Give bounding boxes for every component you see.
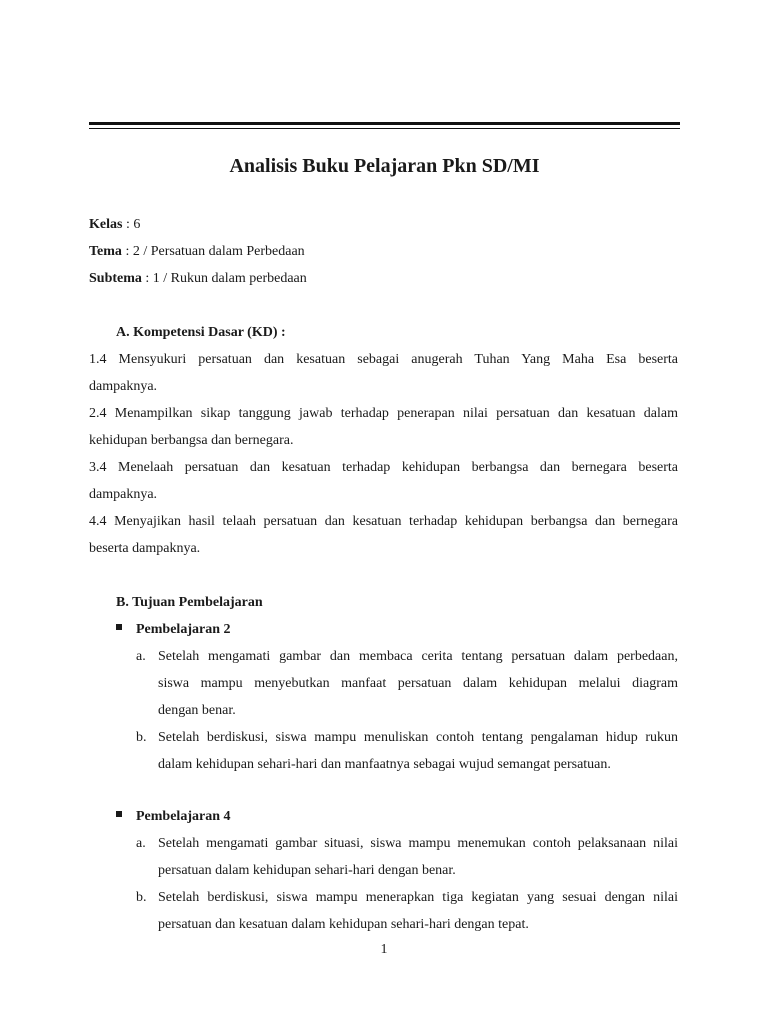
kd-3-line1: 3.4 Menelaah persatuan dan kesatuan terhadap kehidupan berbangsa dan bernegara beserta — [89, 460, 678, 475]
p2-b-line1: Setelah berdiskusi, siswa mampu menuliskan contoh tentang pengalaman hidup rukun — [158, 730, 678, 745]
kd-2-line1: 2.4 Menampilkan sikap tanggung jawab terhadap penerapan nilai persatuan dan kesatuan dalam — [89, 406, 678, 421]
p2-b-line2: dalam kehidupan sehari-hari dan manfaatnya sebagai wujud semangat persatuan. — [158, 757, 611, 772]
p4-b-marker: b. — [136, 890, 147, 905]
section-a-heading: A. Kompetensi Dasar (KD) : — [116, 325, 286, 340]
kd-4-line2: beserta dampaknya. — [89, 541, 201, 556]
p2-a-line2: siswa mampu menyebutkan manfaat persatuan dalam kehidupan melalui diagram — [158, 676, 678, 691]
section-b-heading: B. Tujuan Pembelajaran — [116, 595, 263, 610]
page-number: 1 — [380, 942, 388, 957]
p2-a-line1: Setelah mengamati gambar dan membaca cerita tentang persatuan dalam perbedaan, — [158, 649, 678, 664]
kd-3-line2: dampaknya. — [89, 487, 158, 502]
kelas-value: : 6 — [122, 217, 141, 232]
pembelajaran-4-label: Pembelajaran 4 — [136, 809, 231, 824]
header-rule-thick — [89, 122, 680, 125]
p4-a-line1: Setelah mengamati gambar situasi, siswa mampu menemukan contoh pelaksanaan nilai — [158, 836, 678, 851]
p2-b-marker: b. — [136, 730, 147, 745]
subtema-value: : 1 / Rukun dalam perbedaan — [141, 271, 307, 286]
meta-kelas — [89, 215, 140, 235]
p2-a-line3: dengan benar. — [158, 703, 236, 718]
tema-value: : 2 / Persatuan dalam Perbedaan — [121, 244, 305, 259]
subtema-label: Subtema — [89, 271, 142, 286]
bullet-icon — [116, 811, 122, 817]
pembelajaran-2-label: Pembelajaran 2 — [136, 622, 231, 637]
document-title: Analisis Buku Pelajaran Pkn SD/MI — [229, 155, 540, 177]
bullet-icon — [116, 624, 122, 630]
kd-4-line1: 4.4 Menyajikan hasil telaah persatuan dan kesatuan terhadap kehidupan berbangsa dan bernegara — [89, 514, 678, 529]
kd-2-line2: kehidupan berbangsa dan bernegara. — [89, 433, 294, 448]
tema-label: Tema — [89, 244, 122, 259]
p4-b-line1: Setelah berdiskusi, siswa mampu menerapkan tiga kegiatan yang sesuai dengan nilai — [158, 890, 678, 905]
kd-1-line1: 1.4 Mensyukuri persatuan dan kesatuan sebagai anugerah Tuhan Yang Maha Esa beserta — [89, 352, 678, 367]
p4-b-line2: persatuan dan kesatuan dalam kehidupan sehari-hari dengan tepat. — [158, 917, 529, 932]
header-rule-thin — [89, 128, 680, 129]
meta-tema — [89, 242, 305, 262]
p2-a-marker: a. — [136, 649, 146, 664]
kd-1-line2: dampaknya. — [89, 379, 158, 394]
p4-a-marker: a. — [136, 836, 146, 851]
meta-subtema — [89, 269, 307, 289]
kelas-label: Kelas — [89, 217, 123, 232]
p4-a-line2: persatuan dalam kehidupan sehari-hari dengan benar. — [158, 863, 456, 878]
